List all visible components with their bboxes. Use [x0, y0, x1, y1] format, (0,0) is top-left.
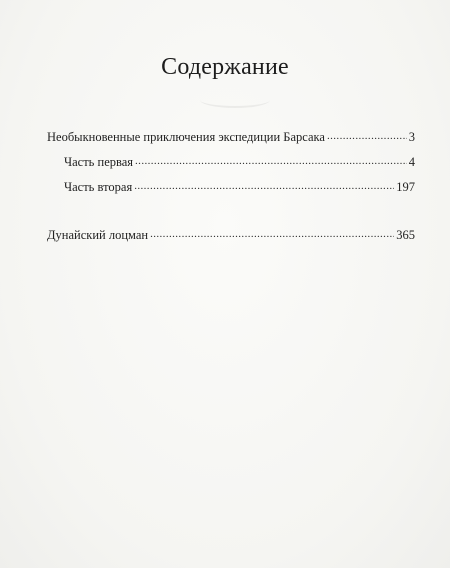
- toc-entry-title: Дунайский лоцман: [47, 227, 149, 242]
- dot-leader: [150, 226, 394, 239]
- toc-entry-title: Часть вторая: [64, 179, 133, 194]
- toc-entry-title: Необыкновенные приключения экспедиции Барсака: [47, 129, 325, 144]
- toc-entry[interactable]: [47, 128, 415, 153]
- toc-entry-page: 365: [396, 227, 415, 242]
- toc-entry-page: 197: [396, 179, 415, 194]
- page-title: Содержание: [161, 54, 289, 80]
- dot-leader: [327, 128, 407, 141]
- table-of-contents: [47, 128, 415, 251]
- bleed-through-ornament: [200, 92, 270, 108]
- dot-leader: [134, 178, 394, 191]
- toc-entry-page: 3: [408, 129, 415, 144]
- toc-entry-title: Часть первая: [64, 154, 134, 169]
- toc-entry-page: 4: [408, 154, 415, 169]
- dot-leader: [135, 153, 407, 166]
- toc-subentry[interactable]: [47, 178, 415, 203]
- toc-entry[interactable]: [47, 226, 415, 251]
- toc-subentry[interactable]: [47, 153, 415, 178]
